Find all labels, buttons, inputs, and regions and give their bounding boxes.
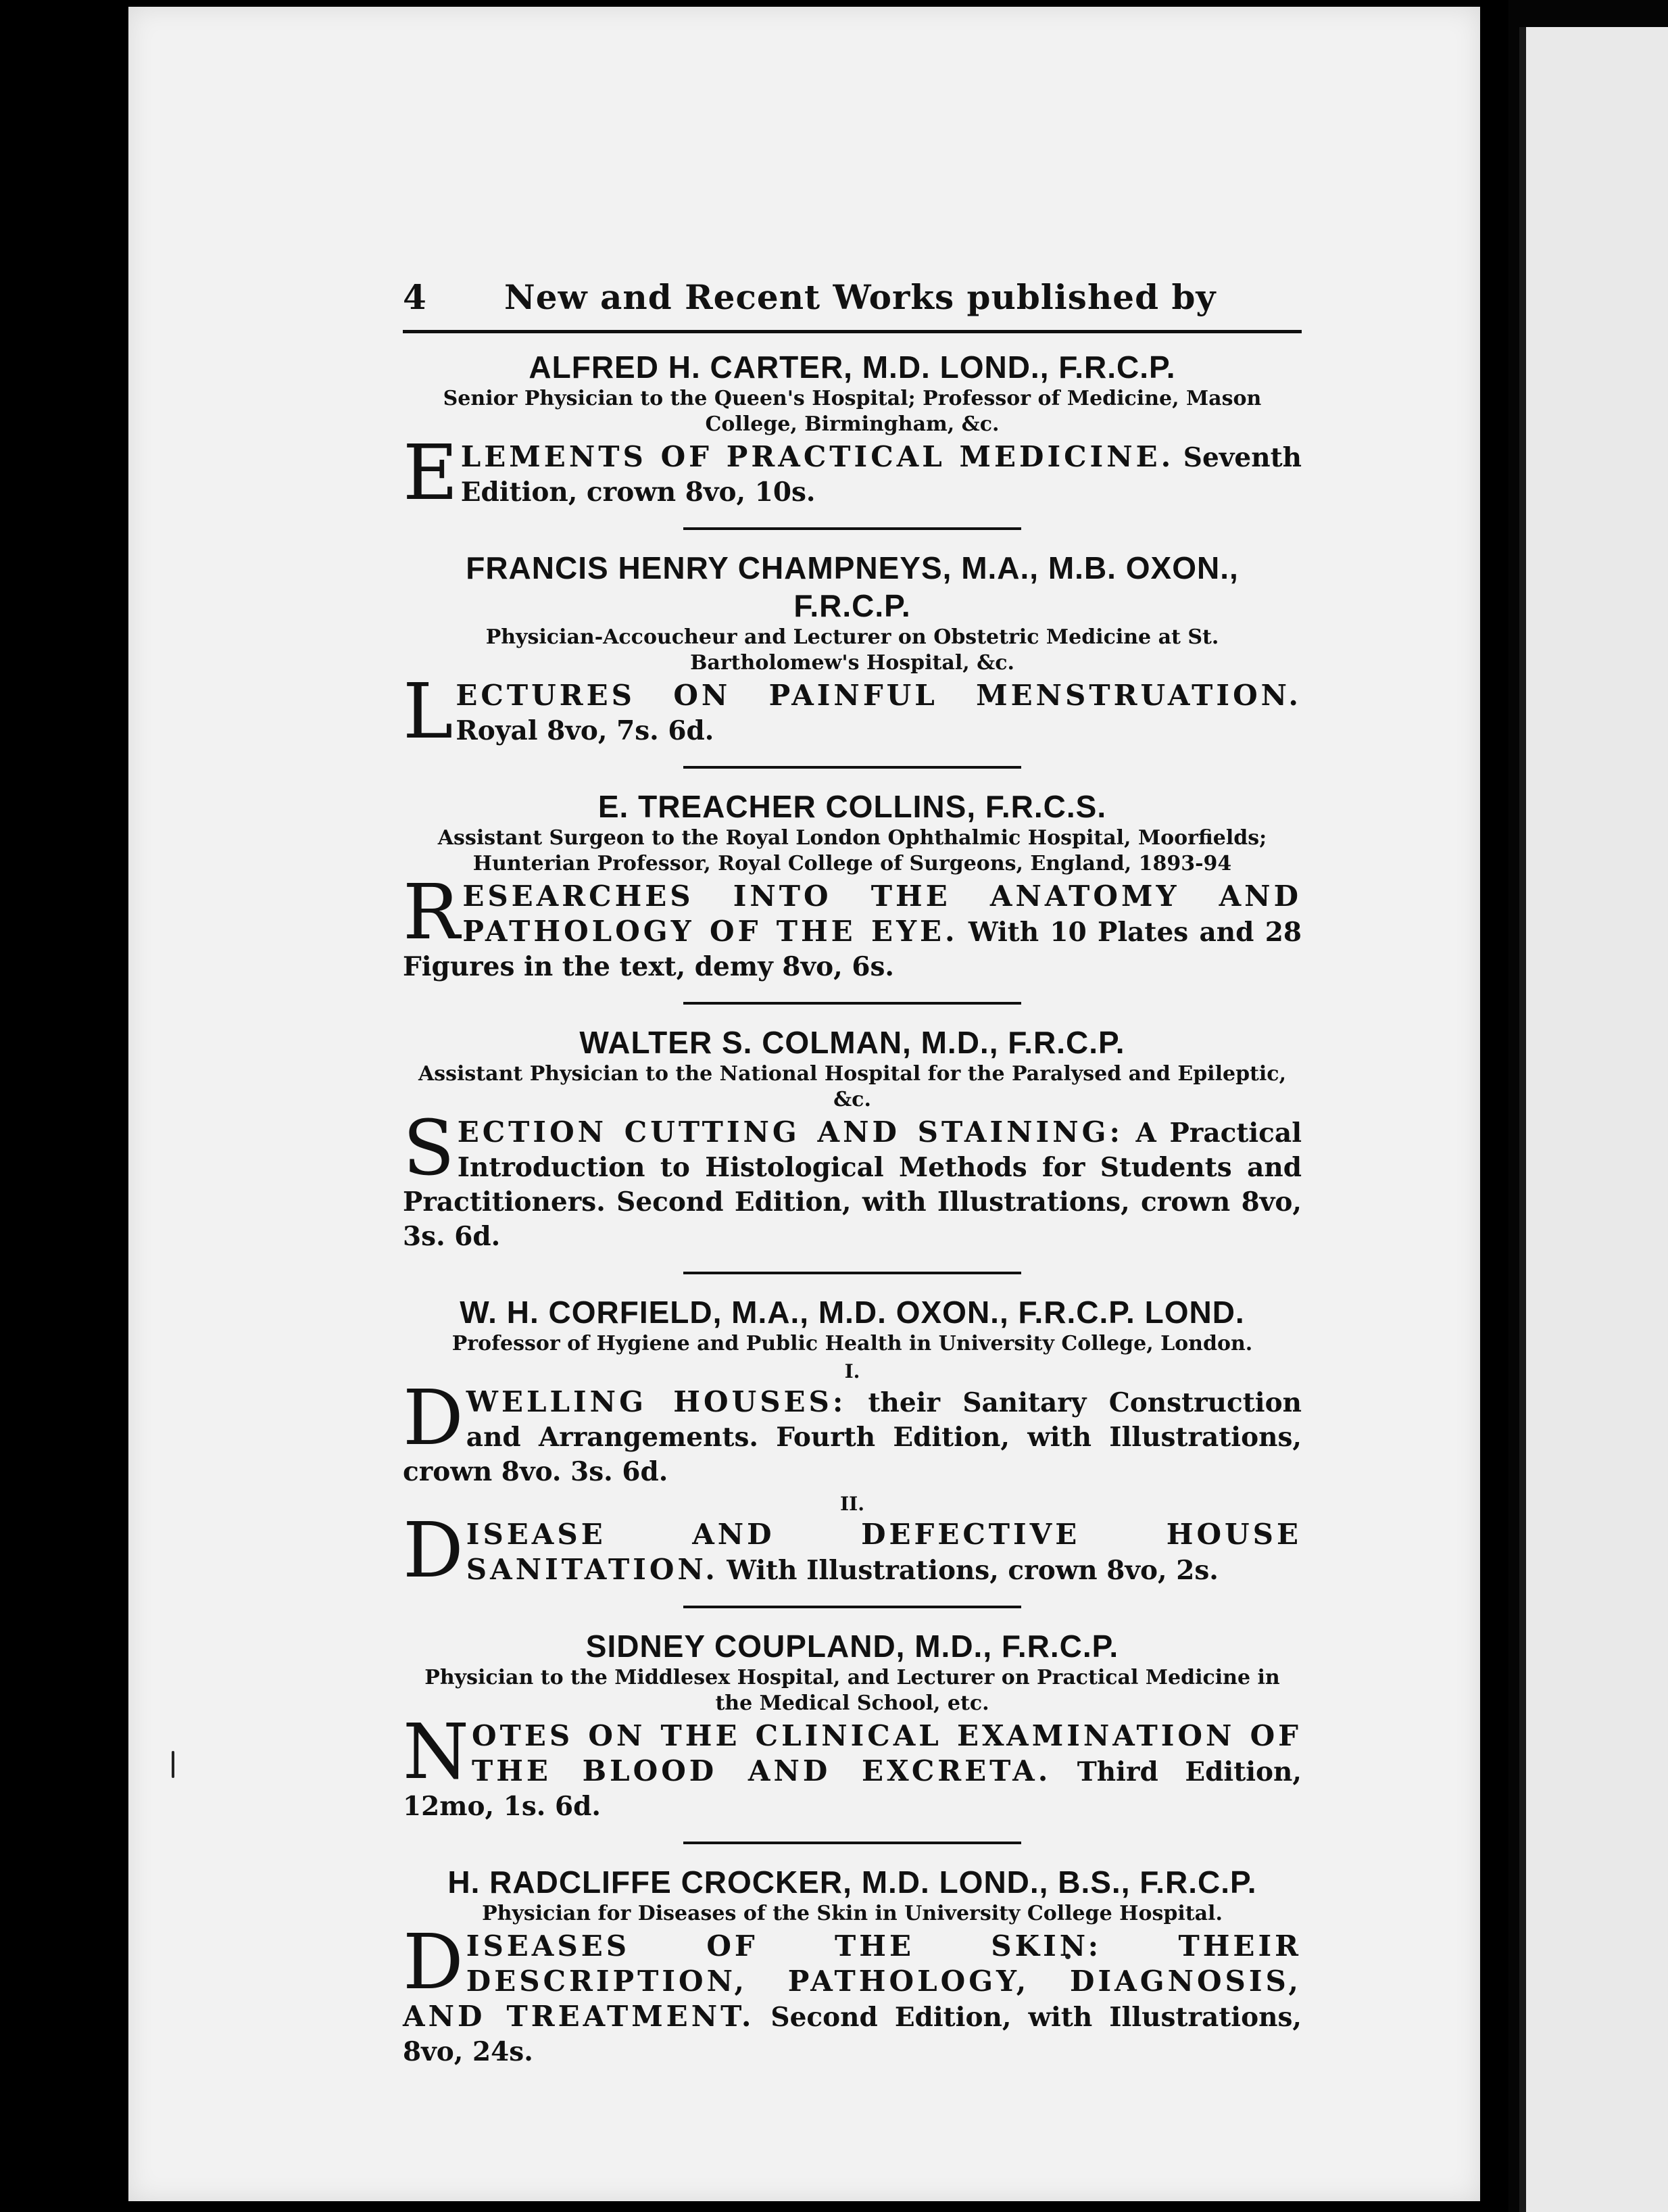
- author-name: SIDNEY COUPLAND, M.D., F.R.C.P.: [585, 1629, 1119, 1664]
- author-affiliation: Physician to the Middlesex Hospital, and Lecturer on Practical Medicine in the Medical School, etc.: [424, 1666, 1280, 1715]
- page-number: 4: [403, 277, 426, 317]
- entries-list: [403, 348, 1302, 2069]
- author-entry: [403, 788, 1302, 984]
- book-details: Royal 8vo, 7s. 6d.: [456, 715, 714, 746]
- book-listing: [403, 429, 1302, 517]
- drop-initial: N: [403, 1708, 469, 1796]
- author-affiliation: Assistant Physician to the National Hospital for the Paralysed and Epileptic, &c.: [418, 1062, 1287, 1111]
- adjacent-page-sliver: [1519, 27, 1668, 2212]
- author-name: W. H. CORFIELD, M.A., M.D. OXON., F.R.C.P. LOND.: [460, 1295, 1245, 1330]
- book-title: ISEASES OF THE SKIN: THEIR DESCRIPTION, PATHOLOGY, DIAGNOSIS, AND TREATMENT.: [403, 1929, 1302, 2033]
- author-name: H. RADCLIFFE CROCKER, M.D. LOND., B.S., F.R.C.P.: [447, 1865, 1257, 1900]
- drop-initial: L: [403, 668, 453, 756]
- book-title: ECTURES ON PAINFUL MENSTRUATION.: [456, 679, 1302, 712]
- author-affiliation: Assistant Surgeon to the Royal London Ophthalmic Hospital, Moorfields; Hunterian Professor, Royal College of Surgeons, England, 1893-94: [437, 826, 1267, 875]
- book-details: A Practical Introduction to Histological Methods for Students and Practitioners. Second Edition, with Illustrations, crown 8vo, 3s. 6d.: [403, 1117, 1302, 1252]
- book-title: ECTION CUTTING AND STAINING:: [457, 1115, 1123, 1149]
- author-affiliation: Professor of Hygiene and Public Health in University College, London.: [451, 1332, 1253, 1355]
- author-affiliation: Senior Physician to the Queen's Hospital; Professor of Medicine, Mason College, Birmingham, &c.: [443, 387, 1262, 436]
- section-rule: [683, 1842, 1021, 1844]
- book-title: ISEASE AND DEFECTIVE HOUSE SANITATION.: [466, 1518, 1302, 1586]
- speck: [172, 1751, 174, 1778]
- book-listing: [403, 1919, 1302, 2069]
- book-details: With 10 Plates and 28 Figures in the text, demy 8vo, 6s.: [403, 917, 1302, 982]
- book-details: Seventh Edition, crown 8vo, 10s.: [460, 442, 1302, 508]
- book-details: their Sanitary Construction and Arrangements. Fourth Edition, with Illustrations, crown 8vo. 3s. 6d.: [403, 1387, 1302, 1487]
- book-details: With Illustrations, crown 8vo, 2s.: [727, 1555, 1219, 1586]
- drop-initial: E: [403, 429, 458, 517]
- book-title: OTES ON THE CLINICAL EXAMINATION OF THE BLOOD AND EXCRETA.: [472, 1719, 1302, 1787]
- running-title: New and Recent Works published by: [504, 277, 1217, 317]
- author-name: ALFRED H. CARTER, M.D. LOND., F.R.C.P.: [529, 350, 1176, 385]
- author-affiliation: Physician for Diseases of the Skin in University College Hospital.: [482, 1902, 1223, 1925]
- book-details: Second Edition, with Illustrations, 8vo, 24s.: [403, 2002, 1302, 2067]
- header-rule: [403, 330, 1302, 333]
- drop-initial: R: [403, 869, 460, 957]
- book-listing: [403, 1507, 1302, 1595]
- section-rule: [683, 527, 1021, 530]
- author-entry: [403, 348, 1302, 517]
- book-title: ESEARCHES INTO THE ANATOMY AND PATHOLOGY OF THE EYE.: [462, 880, 1302, 948]
- author-name: E. TREACHER COLLINS, F.R.C.S.: [597, 789, 1107, 824]
- section-rule: [683, 1272, 1021, 1274]
- running-head: [403, 265, 1302, 330]
- book-title: WELLING HOUSES:: [466, 1385, 847, 1418]
- author-entry: [403, 1293, 1302, 1595]
- drop-initial: S: [403, 1105, 455, 1193]
- book-listing: [403, 869, 1302, 984]
- author-name: WALTER S. COLMAN, M.D., F.R.C.P.: [579, 1025, 1125, 1060]
- author-affiliation: Physician-Accoucheur and Lecturer on Obstetric Medicine at St. Bartholomew's Hospital, &c.: [485, 625, 1219, 675]
- book-title: LEMENTS OF PRACTICAL MEDICINE.: [460, 440, 1175, 473]
- drop-initial: D: [403, 1507, 464, 1595]
- book-details: Third Edition, 12mo, 1s. 6d.: [403, 1756, 1302, 1822]
- book-listing: [403, 668, 1302, 756]
- page-content: [403, 265, 1302, 2069]
- drop-initial: D: [403, 1374, 464, 1462]
- book-numeral: II.: [840, 1493, 864, 1515]
- book-numeral: I.: [844, 1360, 860, 1382]
- section-rule: [683, 766, 1021, 769]
- section-rule: [683, 1002, 1021, 1005]
- book-listing: [403, 1374, 1302, 1489]
- author-entry: [403, 1024, 1302, 1254]
- author-entry: [403, 549, 1302, 756]
- book-listing: [403, 1105, 1302, 1254]
- section-rule: [683, 1606, 1021, 1608]
- book-listing: [403, 1708, 1302, 1824]
- author-entry: [403, 1627, 1302, 1824]
- author-entry: [403, 1863, 1302, 2069]
- drop-initial: D: [403, 1919, 464, 2006]
- author-name: FRANCIS HENRY CHAMPNEYS, M.A., M.B. OXON., F.R.C.P.: [466, 550, 1239, 623]
